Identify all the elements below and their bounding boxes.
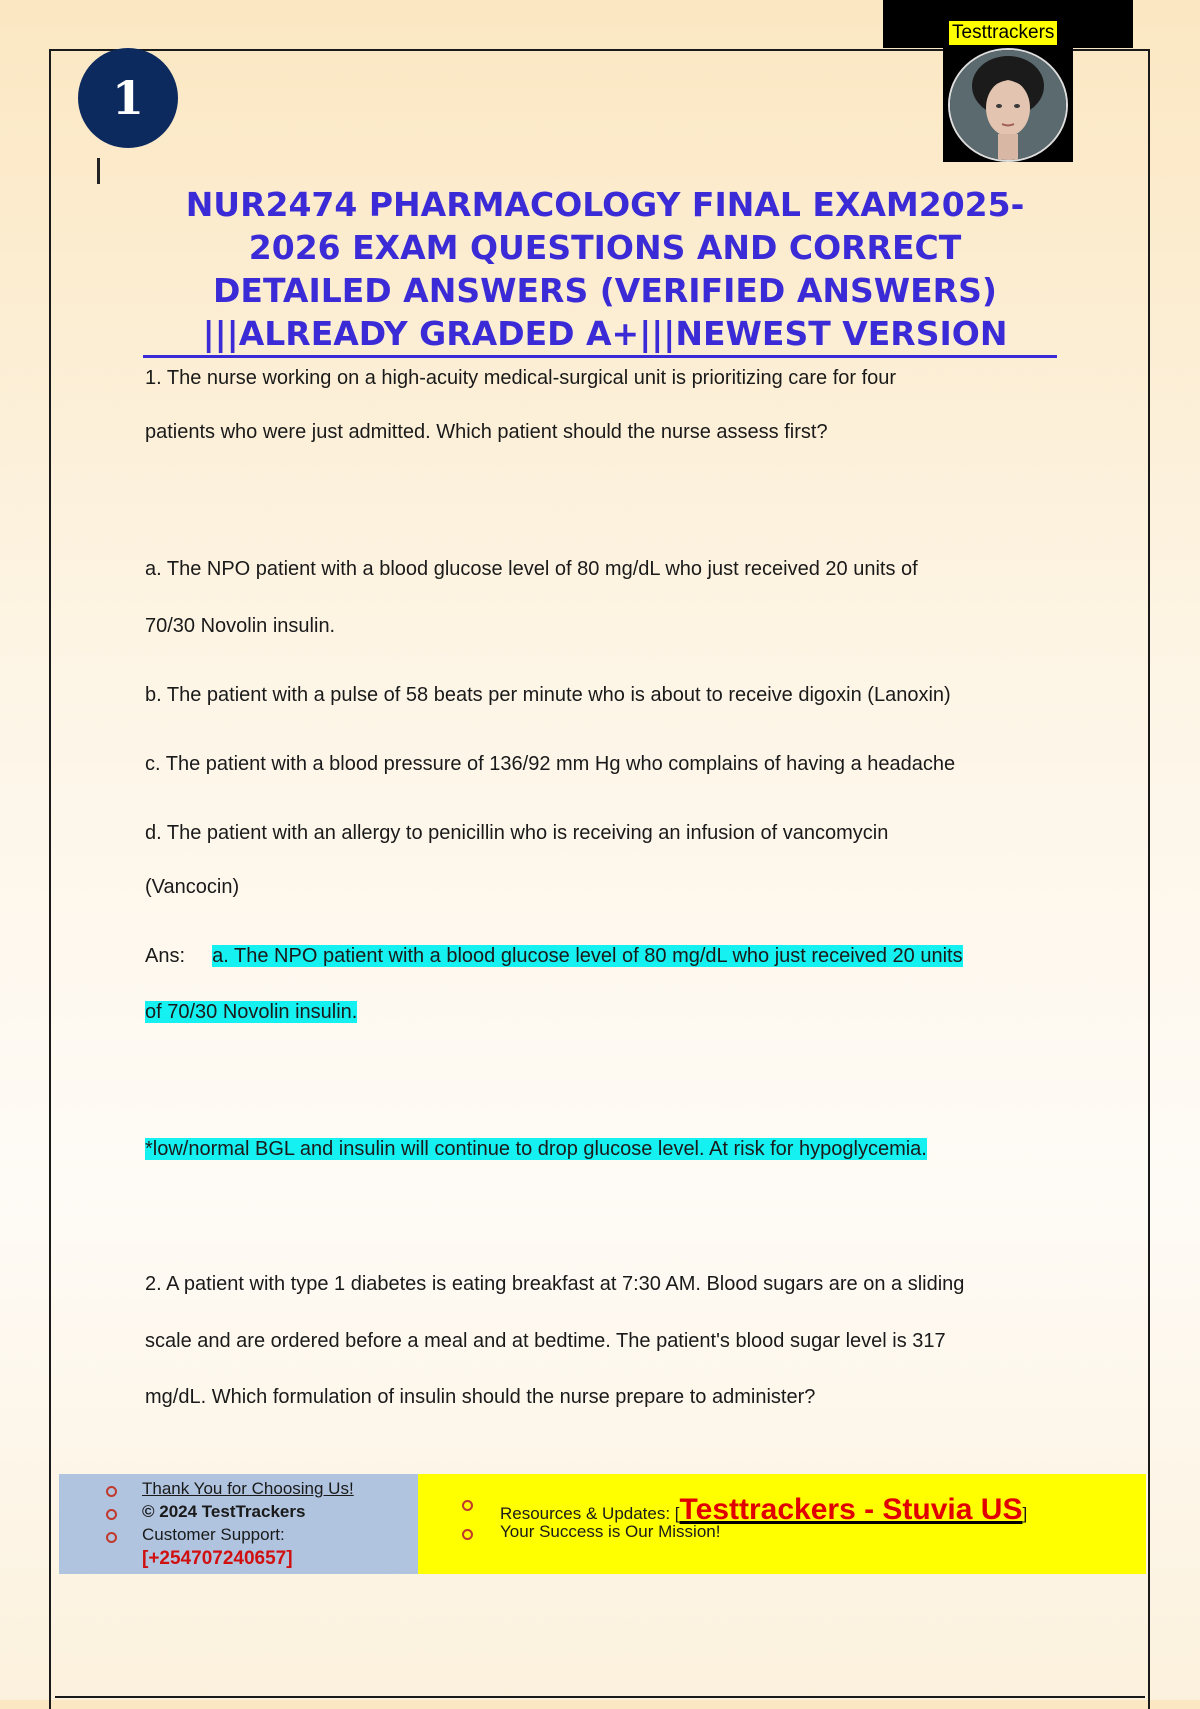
title-line: |||ALREADY GRADED A+|||NEWEST VERSION	[202, 314, 1008, 353]
q1-rationale	[145, 1138, 1075, 1161]
title-line: NUR2474 PHARMACOLOGY FINAL EXAM2025-	[185, 185, 1025, 224]
q1-stem-line: 1. The nurse working on a high-acuity medical-surgical unit is prioritizing care for four	[145, 367, 897, 389]
document-title	[140, 183, 1070, 355]
q1-answer	[145, 945, 1075, 968]
q2-stem-line: 2. A patient with type 1 diabetes is eating breakfast at 7:30 AM. Blood sugars are on a sliding	[145, 1273, 965, 1295]
bullet-icon	[106, 1486, 117, 1497]
q2-stem-line: mg/dL. Which formulation of insulin should the nurse prepare to administer?	[145, 1386, 816, 1408]
q1-option-c: c. The patient with a blood pressure of 136/92 mm Hg who complains of having a headache	[145, 753, 956, 775]
portrait-icon	[948, 48, 1068, 162]
bullet-icon	[106, 1509, 117, 1520]
text-cursor	[97, 158, 100, 184]
q1-stem-line: patients who were just admitted. Which patient should the nurse assess first?	[145, 421, 828, 443]
footer-contact-panel	[59, 1474, 418, 1574]
answer-text: a. The NPO patient with a blood glucose level of 80 mg/dL who just received 20 units	[212, 945, 963, 967]
bullet-icon	[462, 1529, 473, 1540]
resources-label: Resources & Updates: [	[500, 1504, 680, 1523]
q1-option-a-cont: 70/30 Novolin insulin.	[145, 615, 336, 637]
footer-mission: Your Success is Our Mission!	[500, 1522, 721, 1541]
footer-copyright: © 2024 TestTrackers	[142, 1502, 306, 1521]
footer-support-label: Customer Support:	[142, 1525, 285, 1544]
title-underline	[143, 355, 1057, 358]
footer-thanks: Thank You for Choosing Us!	[142, 1479, 354, 1498]
footer-banner	[59, 1474, 1146, 1574]
q1-option-d-cont: (Vancocin)	[145, 876, 240, 898]
q1-option-b: b. The patient with a pulse of 58 beats per minute who is about to receive digoxin (Lanoxin)	[145, 684, 951, 706]
title-line: DETAILED ANSWERS (VERIFIED ANSWERS)	[213, 271, 997, 310]
answer-text-cont: of 70/30 Novolin insulin.	[145, 1001, 358, 1023]
footer-resources-panel	[418, 1474, 1146, 1574]
rationale-text: *low/normal BGL and insulin will continue to drop glucose level. At risk for hypoglycemia.	[145, 1138, 927, 1160]
stuvia-store-link[interactable]: Testtrackers - Stuvia US	[679, 1493, 1023, 1526]
bullet-icon	[106, 1532, 117, 1543]
bullet-icon	[462, 1500, 473, 1511]
support-phone-link[interactable]: [+254707240657]	[142, 1548, 293, 1569]
answer-label: Ans:	[145, 945, 186, 967]
brand-label: Testtrackers	[948, 20, 1058, 46]
q2-stem-line: scale and are ordered before a meal and at bedtime. The patient's blood sugar level is 317	[145, 1330, 946, 1352]
page-number-badge: 1	[78, 48, 178, 148]
q1-option-a: a. The NPO patient with a blood glucose level of 80 mg/dL who just received 20 units of	[145, 558, 918, 580]
q1-answer-cont	[145, 1001, 1075, 1024]
resources-close: ]	[1022, 1504, 1028, 1523]
avatar-frame	[943, 48, 1073, 162]
page-bottom-rule	[55, 1696, 1145, 1698]
title-line: 2026 EXAM QUESTIONS AND CORRECT	[248, 228, 962, 267]
q1-option-d: d. The patient with an allergy to penicillin who is receiving an infusion of vancomycin	[145, 822, 889, 844]
